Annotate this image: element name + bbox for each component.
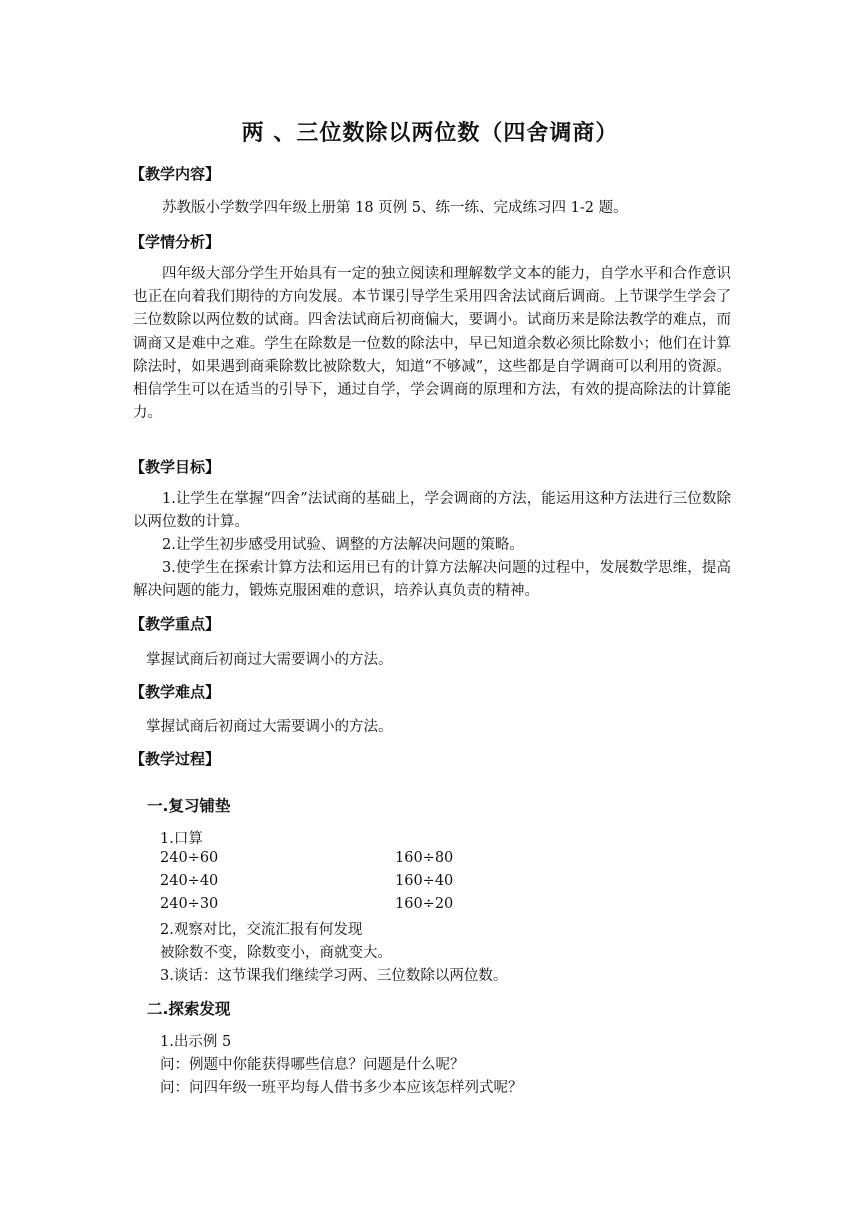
- calc-item: 240÷30: [160, 896, 219, 912]
- teaching-content-heading: 【教学内容】: [130, 165, 221, 183]
- difficulties-text: 掌握试商后初商过大需要调小的方法。: [146, 719, 393, 735]
- key-points-heading: 【教学重点】: [130, 615, 221, 633]
- calc-item: 160÷80: [395, 850, 454, 866]
- teaching-content-text: 苏教版小学数学四年级上册第 18 页例 5、练一练、完成练习四 1-2 题。: [162, 200, 628, 216]
- example-step: 1.出示例 5: [160, 1034, 232, 1050]
- teaching-objectives-heading: 【教学目标】: [130, 458, 221, 476]
- review-heading: 一.复习铺垫: [147, 797, 231, 815]
- calc-item: 240÷60: [160, 850, 219, 866]
- process-heading: 【教学过程】: [130, 750, 221, 768]
- difficulties-heading: 【教学难点】: [130, 683, 221, 701]
- student-analysis-heading: 【学情分析】: [130, 233, 221, 251]
- explore-heading: 二.探索发现: [147, 1000, 231, 1018]
- question-2: 问：问四年级一班平均每人借书多少本应该怎样列式呢？: [160, 1080, 523, 1096]
- oral-calc-label: 1.口算: [160, 831, 203, 847]
- observe-step: 2.观察对比，交流汇报有何发现: [160, 922, 363, 938]
- calc-item: 160÷20: [395, 896, 454, 912]
- calc-item: 160÷40: [395, 873, 454, 889]
- objective-item-3: 3.使学生在探索计算方法和运用已有的计算方法解决问题的过程中，发展数学思维，提高解决问题的能力，锻炼克服困难的意识，培养认真负责的精神。: [133, 560, 731, 600]
- calc-item: 240÷40: [160, 873, 219, 889]
- talk-step: 3.谈话：这节课我们继续学习两、三位数除以两位数。: [160, 968, 508, 984]
- key-points-text: 掌握试商后初商过大需要调小的方法。: [146, 652, 393, 668]
- document-title: 两 、三位数除以两位数（四舍调商）: [241, 121, 619, 146]
- question-1: 问：例题中你能获得哪些信息？问题是什么呢？: [160, 1057, 465, 1073]
- objective-item-1: 1.让学生在掌握“四舍”法试商的基础上，学会调商的方法，能运用这种方法进行三位数除以两位数的计算。: [133, 491, 731, 531]
- student-analysis-text: 四年级大部分学生开始具有一定的独立阅读和理解数学文本的能力，自学水平和合作意识也正在向着我们期待的方向发展。本节课引导学生采用四舍法试商后调商。上节课学生学会了三位数除以两位数的试商。四舍法试商后初商偏大，要调小。试商历来是除法教学的难点，而调商又是难中之难。学生在除数是一位数的除法中，早已知道余数必须比除数小；他们在计算除法时，如果遇到商乘除数比被除数大，知道“不够减”，这些都是自学调商可以利用的资源。相信学生可以在适当的引导下，通过自学，学会调商的原理和方法，有效的提高除法的计算能力。: [133, 266, 731, 422]
- objective-item-2: 2.让学生初步感受用试验、调整的方法解决问题的策略。: [162, 537, 524, 553]
- observe-answer: 被除数不变，除数变小，商就变大。: [160, 945, 392, 961]
